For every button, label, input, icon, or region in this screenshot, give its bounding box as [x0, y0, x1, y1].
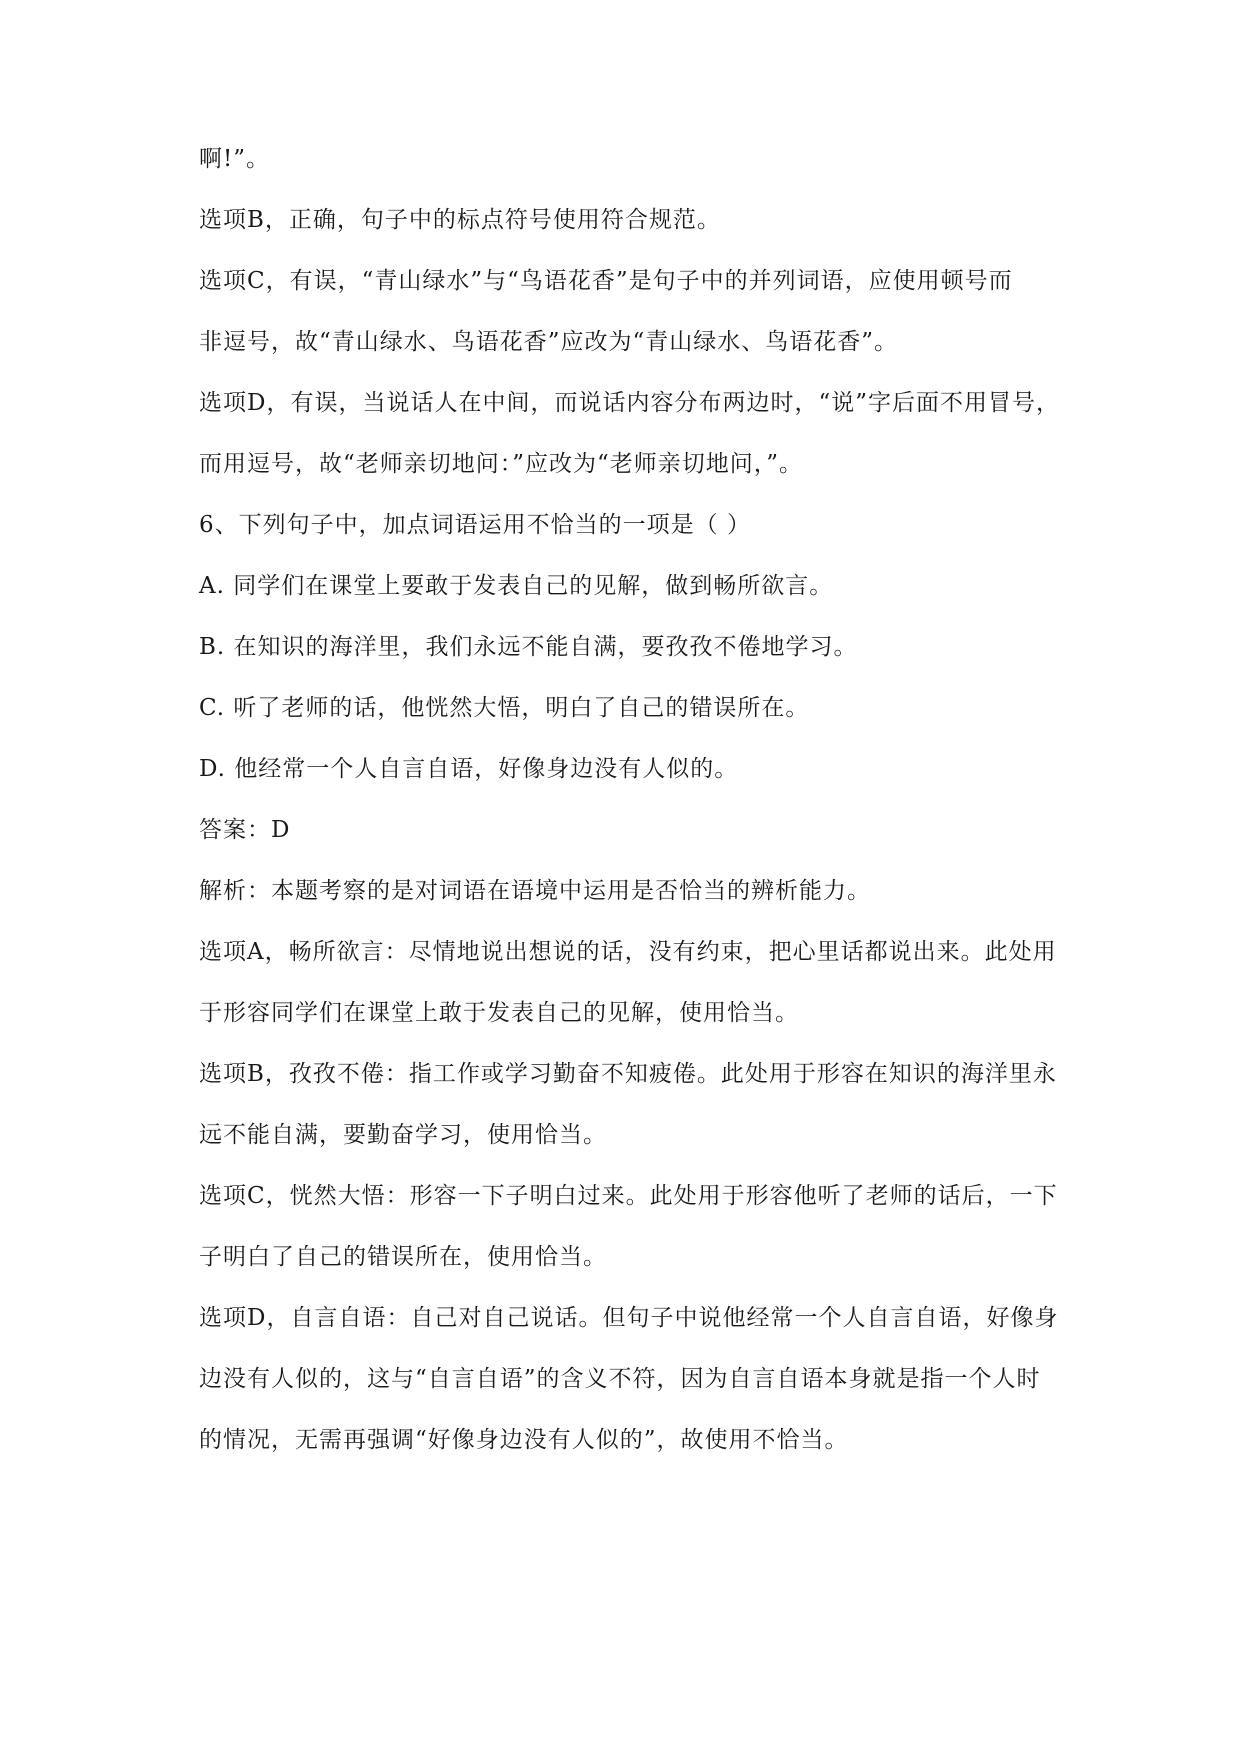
question-6-stem: 6、下列句子中，加点词语运用不恰当的一项是（ ）	[199, 512, 751, 538]
explanation-option-d-cont-1: 边没有人似的，这与“自言自语”的含义不符，因为自言自语本身就是指一个人时	[199, 1366, 1041, 1392]
question-6-option-b: B. 在知识的海洋里，我们永远不能自满，要孜孜不倦地学习。	[199, 634, 858, 660]
question-6-option-d: D. 他经常一个人自言自语，好像身边没有人似的。	[199, 756, 739, 782]
text-line-option-c-analysis-cont: 非逗号，故“青山绿水、鸟语花香”应改为“青山绿水、鸟语花香”。	[199, 329, 899, 355]
text-line-option-d-analysis: 选项D，有误，当说话人在中间，而说话内容分布两边时，“说”字后面不用冒号，	[199, 390, 1060, 416]
explanation-option-a-cont: 于形容同学们在课堂上敢于发表自己的见解，使用恰当。	[199, 1000, 799, 1026]
explanation-option-b-cont: 远不能自满，要勤奋学习，使用恰当。	[199, 1122, 607, 1148]
text-line-continuation: 啊!”。	[199, 146, 271, 172]
text-line-option-b-analysis: 选项B，正确，句子中的标点符号使用符合规范。	[199, 207, 721, 233]
explanation-option-b: 选项B，孜孜不倦：指工作或学习勤奋不知疲倦。此处用于形容在知识的海洋里永	[199, 1061, 1057, 1087]
explanation-option-d-cont-2: 的情况，无需再强调“好像身边没有人似的”，故使用不恰当。	[199, 1427, 849, 1453]
explanation-option-c: 选项C，恍然大悟：形容一下子明白过来。此处用于形容他听了老师的话后，一下	[199, 1183, 1058, 1209]
explanation-option-a: 选项A，畅所欲言：尽情地说出想说的话，没有约束，把心里话都说出来。此处用	[199, 939, 1057, 965]
explanation-option-d: 选项D，自言自语：自己对自己说话。但句子中说他经常一个人自言自语，好像身	[199, 1305, 1059, 1331]
text-line-option-c-analysis: 选项C，有误，“青山绿水”与“鸟语花香”是句子中的并列词语，应使用顿号而	[199, 268, 1013, 294]
question-6-explanation: 解析：本题考察的是对词语在语境中运用是否恰当的辨析能力。	[199, 878, 871, 904]
text-line-option-d-analysis-cont: 而用逗号，故“老师亲切地问：”应改为“老师亲切地问，”。	[199, 451, 804, 477]
question-6-answer: 答案：D	[199, 817, 291, 843]
question-6-option-a: A. 同学们在课堂上要敢于发表自己的见解，做到畅所欲言。	[199, 573, 834, 599]
explanation-option-c-cont: 子明白了自己的错误所在，使用恰当。	[199, 1244, 607, 1270]
question-6-option-c: C. 听了老师的话，他恍然大悟，明白了自己的错误所在。	[199, 695, 810, 721]
